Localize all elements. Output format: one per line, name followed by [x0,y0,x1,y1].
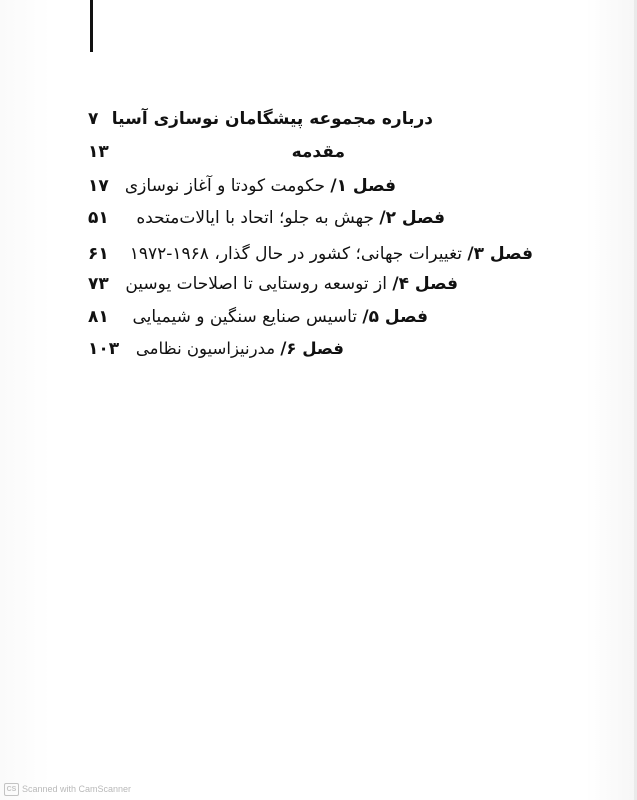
toc-chapter-label: فصل ۲/ [379,208,445,228]
toc-page-number: ۷ [88,109,99,129]
toc-entry-title [292,137,345,167]
toc-entry-title [136,203,445,233]
toc-title-text: تاسیس صنایع سنگین و شیمیایی [132,307,357,327]
toc-chapter-label: فصل ۱/ [330,176,396,196]
toc-entry-title [132,302,428,332]
toc-page-number: ۱۳ [88,142,109,162]
margin-line [90,0,93,52]
toc-entry-title [130,239,533,269]
camscanner-logo-icon: CS [4,783,19,796]
toc-entry-title [136,334,344,364]
watermark-text: Scanned with CamScanner [22,784,132,794]
toc-page-number: ۱۷ [88,176,109,196]
toc-chapter-label: فصل ۵/ [362,307,428,327]
toc-title-text: مدرنیزاسیون نظامی [135,339,276,358]
toc-entry [88,203,445,233]
toc-chapter-label: فصل ۶/ [280,339,344,358]
toc-chapter-label: فصل ۳/ [467,244,533,264]
toc-page-number: ۷۳ [88,274,109,294]
toc-page-number: ۱۰۳ [88,339,120,359]
toc-title-text: از توسعه روستایی تا اصلاحات یوسین [125,274,387,294]
toc-entry [88,334,344,364]
scanner-watermark [4,782,131,796]
toc-title-text: مقدمه [291,142,345,162]
toc-entry [88,239,533,269]
toc-entry [88,137,345,167]
toc-chapter-label: فصل ۴/ [392,274,458,294]
toc-entry [88,269,458,299]
toc-entry-title [125,269,458,299]
toc-title-text: جهش به جلو؛ اتحاد با ایالات‌متحده [136,208,374,228]
toc-title-text: حکومت کودتا و آغاز نوسازی [124,176,325,196]
toc-page-number: ۸۱ [88,307,109,327]
toc-entry [88,302,428,332]
toc-entry-title [125,171,396,201]
toc-entry-title [112,104,433,134]
toc-title-text: تغییرات جهانی؛ کشور در حال گذار، ۱۹۶۸-۱۹۷۲ [129,244,462,264]
toc-page-number: ۵۱ [88,208,109,228]
toc-entry [88,171,396,201]
toc-entry [88,104,433,134]
toc-title-text: درباره مجموعه پیشگامان نوسازی آسیا [111,109,433,129]
toc-page-number: ۶۱ [88,244,109,264]
